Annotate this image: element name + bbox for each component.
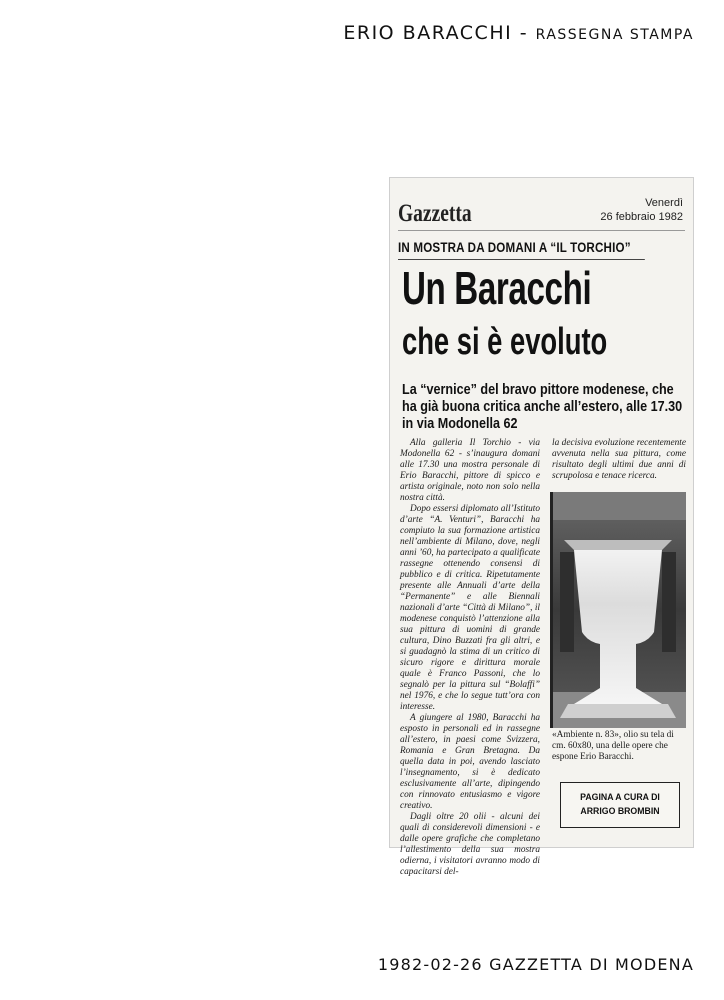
- date: 26 febbraio 1982: [600, 211, 683, 223]
- header-section: RASSEGNA STAMPA: [535, 27, 694, 43]
- paragraph: Dagli oltre 20 olii - alcuni dei quali di considerevoli dimensioni - e dalle opere grafiche che completano l’allestimento della sua mostra odierna, i visitatori avranno modo di capacitarsi del-: [400, 812, 540, 877]
- masthead-date: [600, 196, 683, 224]
- paragraph: la decisiva evoluzione recentemente avvenuta nella sua pittura, come risultato degli ultimi due anni di scrupolosa e tenace ricerca.: [552, 438, 686, 481]
- credit-line1: PAGINA A CURA DI: [580, 792, 660, 803]
- subheadline: La “vernice” del bravo pittore modenese, che ha già buona critica anche all’estero, alle 17.30 in via Modonella 62: [402, 381, 683, 432]
- page-footer-caption: 1982-02-26 GAZZETTA DI MODENA: [377, 955, 694, 974]
- headline-line2: che si è evoluto: [402, 321, 608, 363]
- weekday: Venerdì: [645, 197, 683, 209]
- article-body-right: [552, 438, 686, 490]
- paragraph: A giungere al 1980, Baracchi ha esposto in personali ed in rassegne all’estero, in paesi come Svizzera, Romania e Gran Bretagna. Da quella data in poi, avendo lasciato l’insegnamento, si è dedicato esclusivamente all’arte, dipingendo con rinnovato entusiasmo e vigore creativo.: [400, 713, 540, 811]
- header-separator: -: [512, 22, 536, 44]
- masthead-name: Gazzetta: [398, 200, 472, 227]
- artwork-image: [550, 492, 686, 728]
- credit-line2: ARRIGO BROMBIN: [580, 806, 660, 817]
- paragraph: Alla galleria Il Torchio - via Modonella 62 - s’inaugura domani alle 17.30 una mostra personale di Erio Baracchi, pittore di spicco e artista originale, noto non solo nella nostra città.: [400, 438, 540, 503]
- image-caption: «Ambiente n. 83», olio su tela di cm. 60x80, una delle opere che espone Erio Baracchi.: [552, 730, 674, 762]
- kicker: IN MOSTRA DA DOMANI A “IL TORCHIO”: [398, 240, 645, 260]
- paragraph: Dopo essersi diplomato all’Istituto d’arte “A. Venturi”, Baracchi ha compiuto la sua formazione artistica nell’ambiente di Milano, dove, negli anni ’60, ha partecipato a qualificate rassegne ottenendo consensi di pubblico e di critica. Ripetutamente presente alle Annuali d’arte della “Permanente” e alle Biennali nazionali d’arte “Città di Milano”, il modenese conquistò l’attenzione alla sua pittura di uomini di grande cultura, Dino Buzzati fra gli altri, e si guadagnò la stima di un critico di sicuro rigore e dirittura morale quale è Franco Passoni, che lo segnalò per la pittura sul “Bolaffi” nel 1976, e che lo segue tutt’ora con interesse.: [400, 504, 540, 712]
- article-body-left: [400, 438, 540, 877]
- header-name: ERIO BARACCHI: [343, 22, 513, 44]
- masthead: [398, 186, 685, 231]
- painting-illustration: [550, 492, 686, 728]
- newspaper-clipping: [389, 177, 694, 877]
- credit-box: [560, 782, 680, 828]
- headline-line1: Un Baracchi: [402, 262, 592, 314]
- page-header: [343, 22, 694, 44]
